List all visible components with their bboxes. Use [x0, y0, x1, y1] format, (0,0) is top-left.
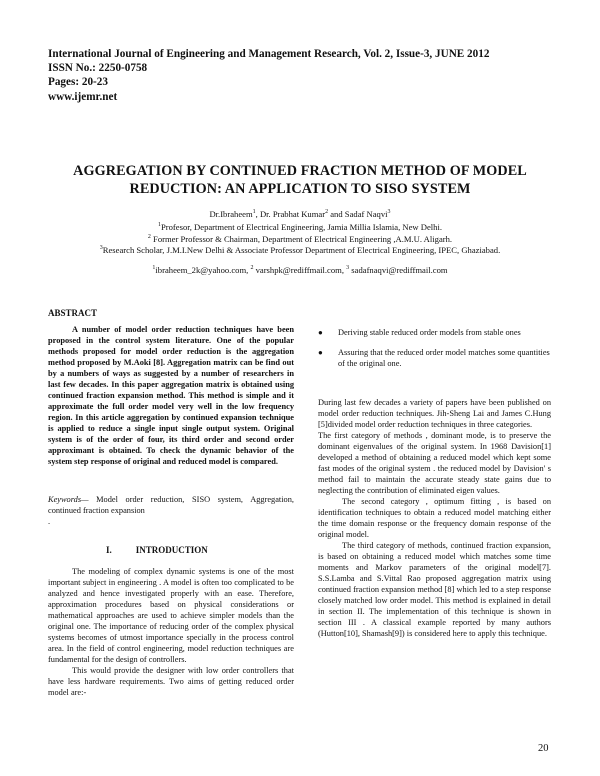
- author-2-sup: 2: [325, 209, 329, 216]
- bullet-icon: ●: [318, 348, 323, 357]
- journal-citation: International Journal of Engineering and Management Research, Vol. 2, Issue-3, JUNE 2012: [48, 48, 490, 60]
- right-paragraph-3: The second category , optimum fitting , is based on identification techniques to obtain a reduced model matching either the time domain response or the frequency domain response of the original model.: [318, 497, 551, 539]
- author-1-sup: 1: [252, 209, 256, 216]
- abstract-heading: ABSTRACT: [48, 308, 98, 318]
- keywords-trail: .: [48, 517, 51, 526]
- keywords-dash: —: [81, 495, 89, 504]
- keywords-label: Keywords: [48, 495, 82, 504]
- abstract-body: [48, 324, 294, 467]
- journal-website[interactable]: www.ijemr.net: [48, 90, 118, 103]
- author-2: , Dr. Prabhat Kumar: [255, 209, 326, 219]
- author-3-sup: 3: [387, 209, 391, 216]
- affiliation-3-sup: 3: [99, 245, 103, 252]
- right-paragraph-4: The third category of methods, continued fraction expansion, is based on obtaining a reduced model which matches some time moments and Markov parameters of the original model[7]. S.S.Lamba and S.Vittal Rao proposed aggregation matrix using continued fraction expansion method [8] which led to a step response closely matched low order model. This method is explained in detail in section II. The implementation of this technique is shown in section III . A classical example reported by many authors (Hutton[10], Shamash[9]) is considered here to apply this technique.: [318, 541, 551, 638]
- title-line-2: REDUCTION: AN APPLICATION TO SISO SYSTEM: [129, 181, 471, 197]
- email-2-sup: 2: [250, 265, 254, 272]
- paper-title: [40, 162, 560, 198]
- affiliation-2-sup: 2: [147, 234, 151, 241]
- page-number: 20: [538, 743, 549, 754]
- affiliation-2: [30, 234, 570, 245]
- intro-body: [48, 566, 294, 698]
- author-list: [30, 209, 570, 220]
- affiliation-1-text: Profesor, Department of Electrical Engineering, Jamia Millia Islamia, New Delhi.: [160, 222, 442, 232]
- affiliation-3: [30, 245, 570, 256]
- affiliation-2-text: Former Professor & Chairman, Department of Electrical Engineering ,A.M.U. Aligarh.: [150, 234, 453, 244]
- author-3: and Sadaf Naqvi: [328, 209, 388, 219]
- affiliation-1: [30, 222, 570, 233]
- list-item-text: Assuring that the reduced order model matches some quantities of the original one.: [338, 348, 550, 368]
- keywords-text: Model order reduction, SISO system, Aggregation, continued fraction expansion: [48, 495, 294, 515]
- section-number: I.: [106, 545, 112, 555]
- section-title: INTRODUCTION: [135, 545, 208, 555]
- abstract-text: A number of model order reduction techniques have been proposed in the control system literature. One of the popular methods proposed for model order reduction is the aggregation method proposed by M.Aoki [8]. Aggregation matrix can be find out by a numbers of ways as suggested by a number of researchers in last few decades. In this paper aggregation matrix is obtained using continued fraction expansion method. This method is simple and it approximate the full order model very well in the low frequency region. In this article aggregation by continued expansion technique is applied to reduce a single input single output system. Original system is of the order of four, its third order and second order approximant is obtained. To check the dynamic behavior of the system step response of original and reduced model is compared.: [48, 325, 294, 466]
- email-3[interactable]: sadafnaqvi@rediffmail.com: [349, 265, 448, 275]
- section-heading: [106, 545, 208, 555]
- email-3-sup: 3: [346, 265, 350, 272]
- email-1-sup: 1: [152, 265, 156, 272]
- list-item: [318, 347, 551, 369]
- intro-paragraph-2: This would provide the designer with low order controllers that have less hardware requirements. Two aims of getting reduced order model are:-: [48, 666, 294, 697]
- keywords: [48, 494, 294, 527]
- aims-list: [318, 327, 551, 378]
- author-1: Dr.Ibraheem: [209, 209, 253, 219]
- journal-header: [48, 47, 489, 104]
- affiliation-1-sup: 1: [157, 222, 161, 229]
- right-column-body: [318, 397, 551, 639]
- journal-issn: ISSN No.: 2250-0758: [48, 62, 148, 75]
- bullet-icon: ●: [318, 328, 323, 337]
- intro-paragraph-1: The modeling of complex dynamic systems is one of the most important subject in engineering . A model is often too complicated to be analyzed and hence investigated properly with an ease. Therefore, approximation procedures based on physical considerations or mathematical approaches are used to achieve simpler models than the original one. The importance of reducing order of the complex physical systems becomes of utmost importance specially in the process control area. In the field of control engineering, model reduction techniques are fundamental for the design of controllers.: [48, 567, 294, 664]
- author-emails: [30, 265, 570, 276]
- affiliation-3-text: Research Scholar, J.M.I.New Delhi & Associate Professor Department of Electrical Engineering, IPEC, Ghaziabad.: [102, 245, 501, 255]
- email-2[interactable]: varshpk@rediffmail.com,: [253, 265, 347, 275]
- title-line-1: AGGREGATION BY CONTINUED FRACTION METHOD OF MODEL: [73, 163, 527, 179]
- right-paragraph-2: The first category of methods , dominant mode, is to preserve the dominant eigenvalues of the original system. In 1968 Davision[1] developed a method of obtaining a reduced model which kept some fast modes of the original system . the reduced model by Davision' s method fail to maintain the accurate steady state gains due to neglecting the contribution of eliminated eigen values.: [318, 431, 551, 495]
- email-1[interactable]: ibraheem_2k@yahoo.com,: [155, 265, 251, 275]
- list-item-text: Deriving stable reduced order models from stable ones: [338, 328, 521, 337]
- journal-pages: Pages: 20-23: [48, 76, 108, 89]
- right-paragraph-1: During last few decades a variety of papers have been published on model order reduction techniques. Jih-Sheng Lai and James C.Hung [5]divided model order reduction techniques in three categories.: [318, 398, 551, 429]
- list-item: [318, 327, 551, 338]
